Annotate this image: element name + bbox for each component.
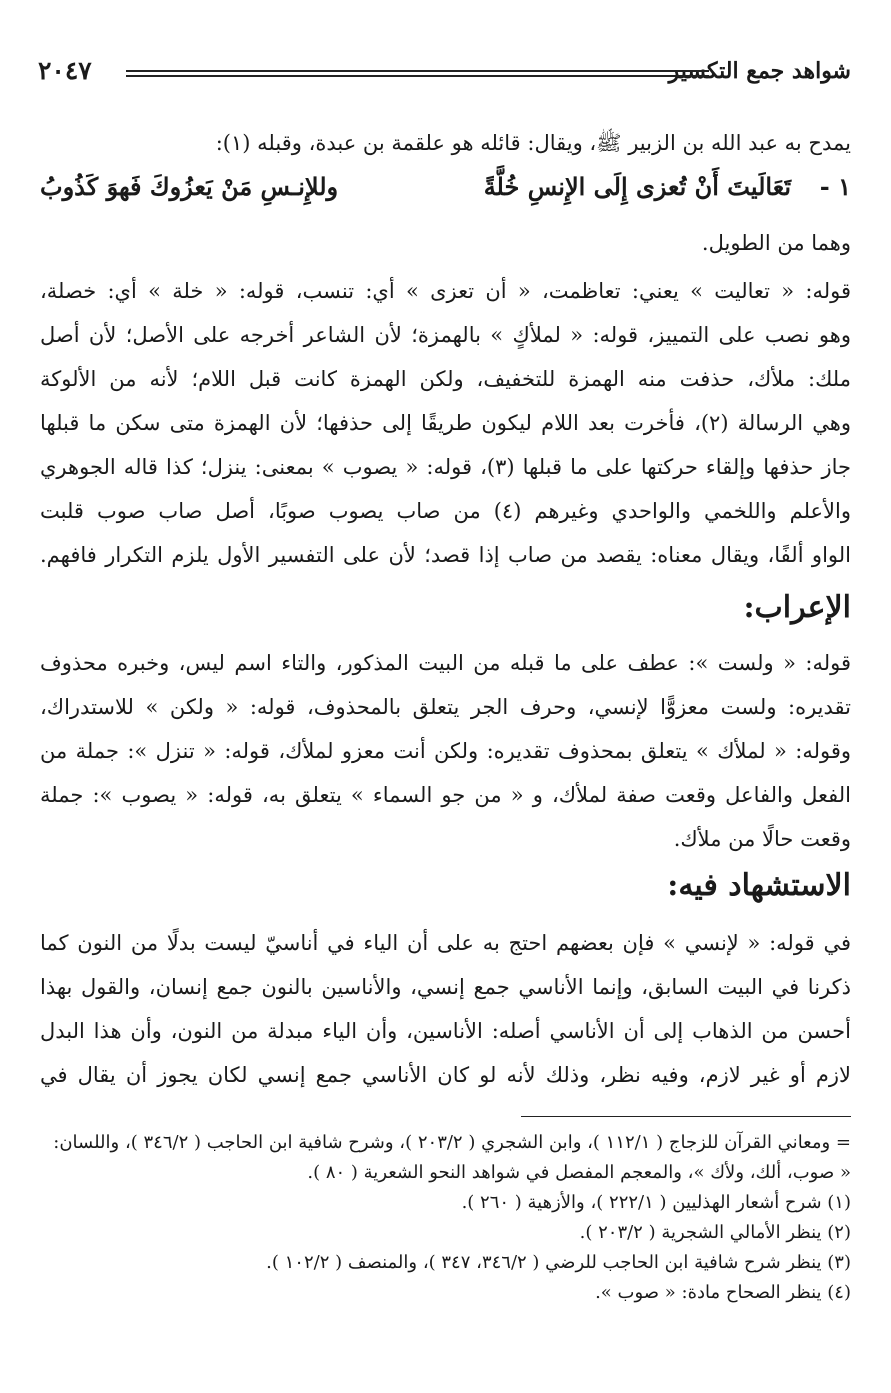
- verse-first-hemistich: تَعَالَيتَ أَنْ تُعزى إِلَى الإِنسِ خُلَّةً: [483, 172, 791, 201]
- istishhad-heading: الاستشهاد فيه:: [667, 868, 851, 903]
- irab-line: قوله: « ولست »: عطف على ما قبله من البيت المذكور، والتاء اسم ليس، وخبره محذوف: [40, 651, 851, 675]
- footnote-line: (٢) ينظر الأمالي الشجرية ( ٢٠٣/٢ ).: [579, 1222, 851, 1243]
- footnote-line: « صوب، ألك، ولأك »، والمعجم المفصل في شواهد النحو الشعرية ( ٨٠ ).: [307, 1162, 851, 1183]
- irab-line: تقديره: ولست معزوًّا لإنسي، وحرف الجر يتعلق بالمحذوف، قوله: « ولكن » للاستدراك،: [40, 695, 851, 719]
- irab-heading: الإعراب:: [743, 590, 851, 625]
- irab-line: وقعت حالًا من ملأك.: [673, 827, 851, 851]
- commentary-line: وهي الرسالة (٢)، فأخرت بعد اللام ليكون طريقًا إلى حذفها؛ لأن الهمزة متى سكن ما قبلها: [40, 411, 851, 435]
- irab-line: الفعل والفاعل وقعت صفة لملأك، و « من جو السماء » يتعلق به، قوله: « يصوب »: جملة: [40, 783, 851, 807]
- commentary-line: قوله: « تعاليت » يعني: تعاظمت، « أن تعزى » أي: تنسب، قوله: « خلة » أي: خصلة،: [40, 279, 851, 303]
- poem-verse: [40, 168, 851, 212]
- istishhad-line: في قوله: « لإنسي » فإن بعضهم احتج به على أن الياء في أناسيّ ليست بدلًا من النون كما: [40, 931, 851, 955]
- intro-line: [40, 122, 851, 164]
- istishhad-line: ذكرنا في البيت السابق، وإنما الأناسي جمع إنسي، والأناسين بالنون جمع إنسان، والقول بهذا: [40, 975, 851, 999]
- commentary-line: الواو ألفًا، ويقال معناه: يقصد من صاب إذا قصد؛ لأن على التفسير الأول يلزم التكرار فافهم.: [40, 543, 851, 567]
- intro-text: يمدح به عبد الله بن الزبير ﷺ، ويقال: قائله هو علقمة بن عبدة، وقبله (١):: [215, 131, 851, 155]
- commentary-line: ملك: ملأك، حذفت منه الهمزة للتخفيف، ولكن الهمزة كانت قبل اللام؛ لأنه من الألوكة: [40, 367, 851, 391]
- verse-number: ١ -: [819, 172, 851, 201]
- meter-text: وهما من الطويل.: [701, 231, 851, 255]
- header-rule: [126, 70, 709, 77]
- footnotes: [40, 1128, 851, 1308]
- irab-paragraph: [40, 642, 851, 860]
- irab-line: وقوله: « لملأك » يتعلق بمحذوف تقديره: ولكن أنت معزو لملأك، قوله: « تنزل »: جملة من: [40, 739, 851, 763]
- commentary-paragraph: [40, 270, 851, 578]
- running-header: [38, 56, 851, 96]
- istishhad-line: أحسن من الذهاب إلى أن الأناسي أصله: الأناسين، وأن الياء مبدلة من النون، وأن هذا البدل: [40, 1019, 851, 1043]
- footnote-line: (١) شرح أشعار الهذليين ( ٢٢٢/١ )، والأزهية ( ٢٦٠ ).: [461, 1192, 851, 1213]
- verse-second-hemistich: وللإِنـسِ مَنْ يَعزُوكَ فَهوَ كَذُوبُ: [40, 172, 339, 201]
- meter-note: [40, 222, 851, 264]
- footnote-line: = ومعاني القرآن للزجاج ( ١١٢/١ )، وابن الشجري ( ٢٠٣/٢ )، وشرح شافية ابن الحاجب ( ٣٤٦/٢ )، واللسان:: [53, 1132, 851, 1153]
- page-number: ٢٠٤٧: [38, 56, 92, 85]
- footnote-rule: [521, 1116, 851, 1117]
- commentary-line: وهو نصب على التمييز، قوله: « لملأكٍ » بالهمزة؛ لأن الشاعر أخرجه على الأصل؛ لأن أصل: [40, 323, 851, 347]
- header-title: شواهد جمع التكسير: [668, 58, 851, 84]
- footnote-line: (٣) ينظر شرح شافية ابن الحاجب للرضي ( ٣٤٦/٢، ٣٤٧ )، والمنصف ( ١٠٢/٢ ).: [266, 1252, 851, 1273]
- commentary-line: والأعلم واللخمي والواحدي وغيرهم (٤) من صاب يصوب صوبًا، أصل صاب صوب قلبت: [40, 499, 851, 523]
- istishhad-paragraph: [40, 922, 851, 1098]
- istishhad-line: لازم أو غير لازم، وفيه نظر، وذلك لأنه لو كان الأناسي جمع إنسي لكان يجوز أن يقال في: [40, 1063, 851, 1087]
- footnote-line: (٤) ينظر الصحاح مادة: « صوب ».: [595, 1282, 851, 1303]
- commentary-line: جاز حذفها وإلقاء حركتها على ما قبلها (٣)، قوله: « يصوب » بمعنى: ينزل؛ كذا قاله الجوهري: [40, 455, 851, 479]
